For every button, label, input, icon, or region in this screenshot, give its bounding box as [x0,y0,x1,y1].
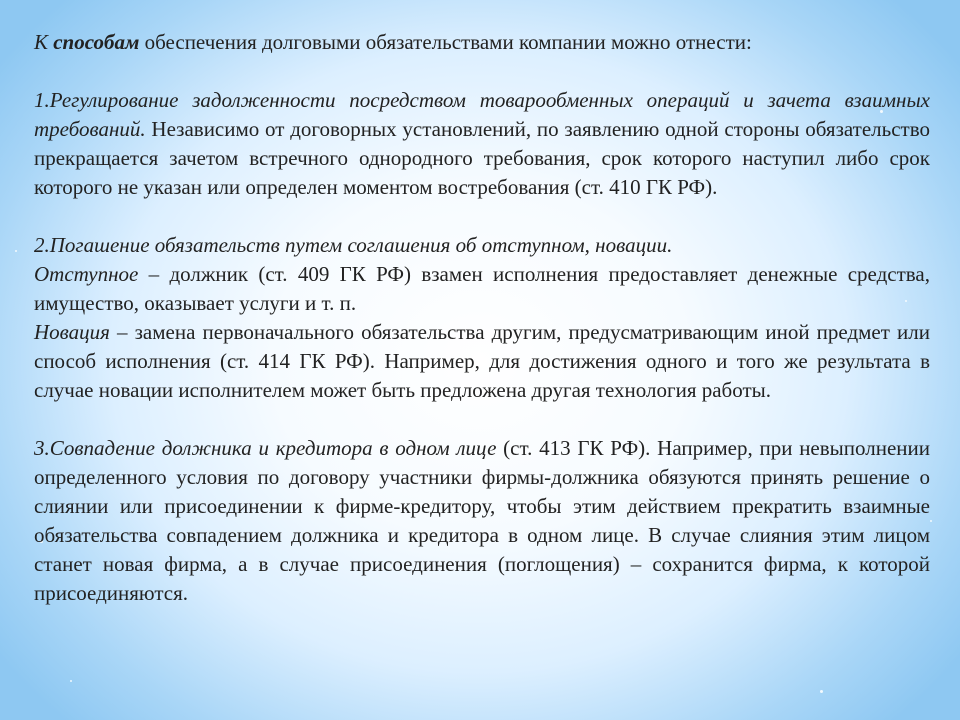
def-novation: – замена первоначального обязательства другим, предусматривающим иной предмет или способ исполнения (ст. 414 ГК РФ). Например, для достижения одного и того же результата в случае новации исполнителем может быть предложена другая технология работы. [34,320,930,402]
item2-otstupnoe-paragraph [34,260,930,318]
item3-body: (ст. 413 ГК РФ). Например, при невыполнении определенного условия по договору участники фирмы-должника обязуются принять решение о слиянии или присоединении к фирме-кредитору, чтобы этим действием прекратить взаимные обязательства совпадением должника и кредитора в одном лице. В случае слияния этим лицом станет новая фирма, а в случае присоединения (поглощения) – сохранится фирма, к которой присоединяются. [34,436,930,605]
item1-body: Независимо от договорных установлений, по заявлению одной стороны обязательство прекращается зачетом встречного однородного требования, срок которого наступил либо срок которого не указан или определен моментом востребования (ст. 410 ГК РФ). [34,117,930,199]
spacer [34,202,930,231]
intro-rest: обеспечения долговыми обязательствами компании можно отнести: [139,30,752,54]
spacer [34,405,930,434]
spacer [34,57,930,86]
item1-heading: 1.Регулирование задолженности посредством товарообменных операций и зачета взаимных требований. [34,88,930,141]
item1-paragraph [34,86,930,202]
intro-lead: К [34,30,54,54]
intro-paragraph [34,28,930,57]
def-otstupnoe: – должник (ст. 409 ГК РФ) взамен исполнения предоставляет денежные средства, имущество, оказывает услуги и т. п. [34,262,930,315]
item2-heading: 2.Погашение обязательств путем соглашения об отступном, новации. [34,233,673,257]
term-novation: Новация [34,320,110,344]
slide-text-body [34,28,930,608]
item3-heading: 3.Совпадение должника и кредитора в одном лице [34,436,497,460]
term-otstupnoe: Отступное [34,262,139,286]
item3-paragraph [34,434,930,608]
item2-heading-paragraph [34,231,930,260]
item2-novation-paragraph [34,318,930,405]
intro-keyword: способам [53,30,140,54]
